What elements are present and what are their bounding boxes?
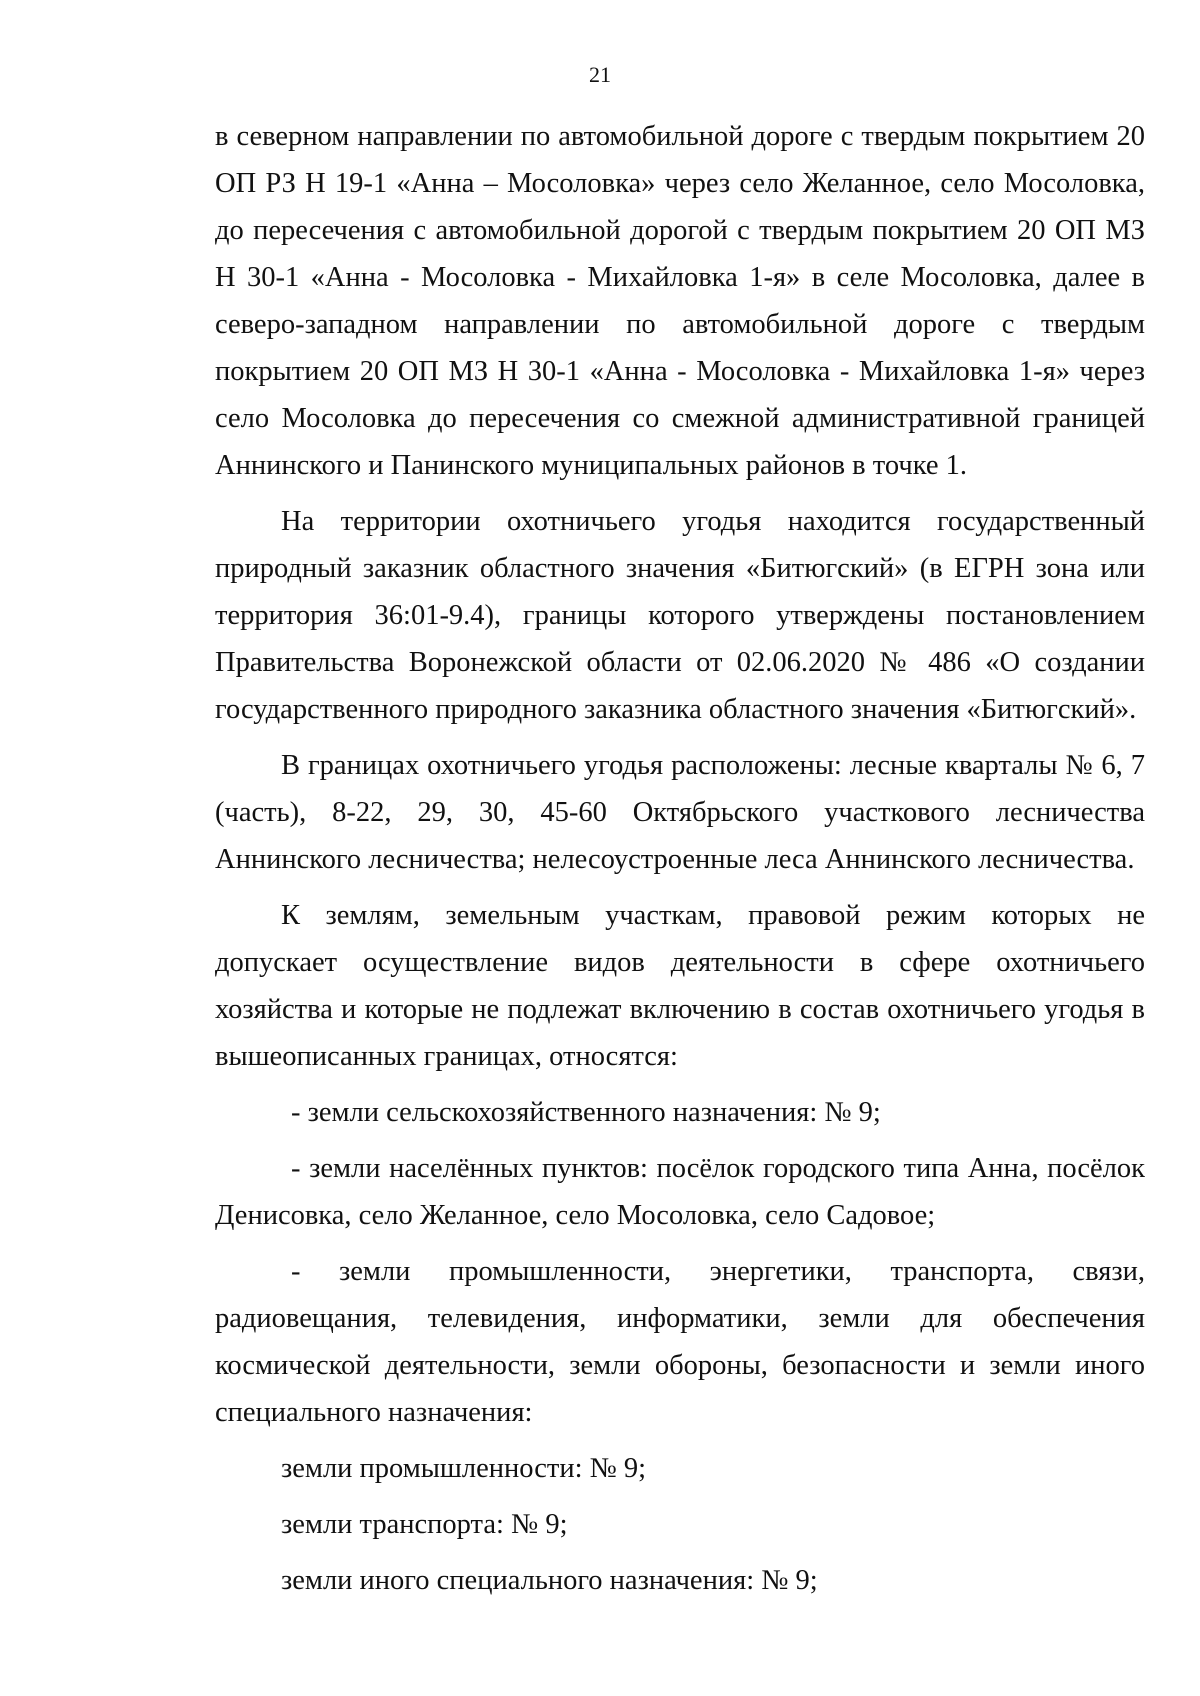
list-item-industry-lands: земли промышленности: № 9; bbox=[281, 1453, 647, 1484]
dash-item-settlement-lands: - земли населённых пунктов: посёлок городского типа Анна, посёлок Денисовка, село Желанное, село Мосоловка, село Садовое; bbox=[215, 1153, 1145, 1231]
dash-item-industrial-lands: - земли промышленности, энергетики, транспорта, связи, радиовещания, телевидения, информатики, земли для обеспечения космической деятельности, земли обороны, безопасности и земли иного специального назначения: bbox=[215, 1256, 1145, 1428]
paragraph-nature-reserve: На территории охотничьего угодья находится государственный природный заказник областного значения «Битюгский» (в ЕГРН зона или территория 36:01-9.4), границы которого утверждены постановлением Правительства Воронежской области от 02.06.2020 № 486 «О создании государственного природного заказника областного значения «Битюгский». bbox=[215, 506, 1145, 725]
page-number: 21 bbox=[589, 62, 611, 87]
list-item-transport-lands: земли транспорта: № 9; bbox=[281, 1509, 568, 1540]
paragraph-excluded-lands-intro: К землям, земельным участкам, правовой режим которых не допускает осуществление видов деятельности в сфере охотничьего хозяйства и которые не подлежат включению в состав охотничьего угодья в вышеописанных границах, относятся: bbox=[215, 900, 1145, 1072]
paragraph-forest-quarters: В границах охотничьего угодья расположены: лесные кварталы № 6, 7 (часть), 8-22, 29, 30, 45-60 Октябрьского участкового лесничества Аннинского лесничества; нелесоустроенные леса Аннинского лесничества. bbox=[215, 750, 1145, 875]
paragraph-route-description: в северном направлении по автомобильной дороге с твердым покрытием 20 ОП РЗ Н 19-1 «Анна – Мосоловка» через село Желанное, село Мосоловка, до пересечения с автомобильной дорогой с твердым покрытием 20 ОП МЗ Н 30-1 «Анна - Мосоловка - Михайловка 1-я» в селе Мосоловка, далее в северо-западном направлении по автомобильной дороге с твердым покрытием 20 ОП МЗ Н 30-1 «Анна - Мосоловка - Михайловка 1-я» через село Мосоловка до пересечения со смежной административной границей Аннинского и Панинского муниципальных районов в точке 1. bbox=[215, 121, 1145, 481]
list-item-special-purpose-lands: земли иного специального назначения: № 9; bbox=[281, 1565, 818, 1596]
dash-item-agricultural-lands: - земли сельскохозяйственного назначения: № 9; bbox=[291, 1097, 881, 1128]
document-body bbox=[215, 113, 1145, 1613]
